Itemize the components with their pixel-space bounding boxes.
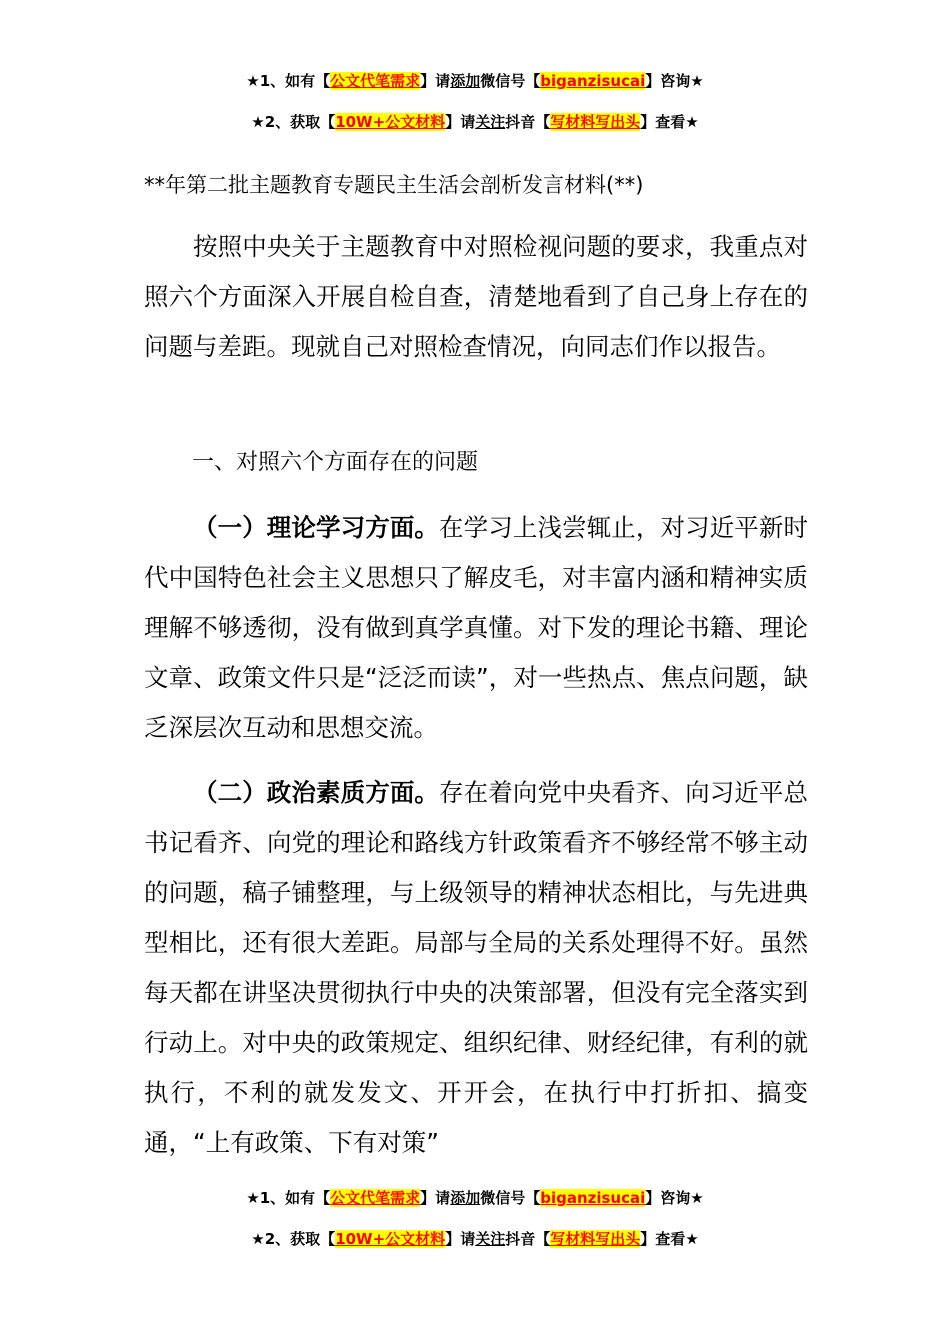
banner-text: 】查看★ xyxy=(640,113,699,131)
item-lead: （一）理论学习方面。 xyxy=(193,513,440,542)
banner-text: 微信号【 xyxy=(480,1189,541,1207)
banner-text: 微信号【 xyxy=(480,72,541,90)
bottom-banner-line-2 xyxy=(0,1228,950,1250)
banner-highlight: biganzisucai xyxy=(540,72,646,90)
banner-highlight: biganzisucai xyxy=(540,1189,646,1207)
banner-text: ★1、如有【 xyxy=(246,72,331,90)
banner-text: ★1、如有【 xyxy=(246,1189,331,1207)
top-banner-line-1 xyxy=(0,70,950,92)
banner-highlight: 10W+公文材料 xyxy=(335,1230,446,1248)
banner-text: 】请 xyxy=(420,72,451,90)
document-title: **年第二批主题教育专题民主生活会剖析发言材料(**) xyxy=(144,173,644,197)
banner-text: 】查看★ xyxy=(640,1230,699,1248)
banner-text: ★2、获取【 xyxy=(251,1230,336,1248)
banner-text: 】咨询★ xyxy=(645,72,704,90)
item-paragraph-2 xyxy=(144,768,808,1168)
banner-text: ★2、获取【 xyxy=(251,113,336,131)
banner-highlight: 公文代笔需求 xyxy=(330,72,421,90)
banner-text: 】请 xyxy=(445,113,476,131)
banner-underline: 添加 xyxy=(450,72,481,90)
intro-paragraph: 按照中央关于主题教育中对照检视问题的要求，我重点对照六个方面深入开展自检自查，清楚地看到了自己身上存在的问题与差距。现就自己对照检查情况，向同志们作以报告。 xyxy=(144,232,808,361)
item-body: 存在着向党中央看齐、向习近平总书记看齐、向党的理论和路线方针政策看齐不够经常不够主动的问题，稿子铺整理，与上级领导的精神状态相比，与先进典型相比，还有很大差距。局部与全局的关系处理得不好。虽然每天都在讲坚决贯彻执行中央的决策部署，但没有完全落实到行动上。对中央的政策规定、组织纪律、财经纪律，有利的就执行，不利的就发发文、开开会，在执行中打折扣、搞变通，“上有政策、下有对策” xyxy=(144,778,809,1157)
top-banner-line-2 xyxy=(0,111,950,133)
section-heading: 一、对照六个方面存在的问题 xyxy=(192,450,479,475)
banner-highlight: 公文代笔需求 xyxy=(330,1189,421,1207)
banner-highlight: 10W+公文材料 xyxy=(335,113,446,131)
banner-underline: 添加 xyxy=(450,1189,481,1207)
banner-text: 抖音【 xyxy=(505,113,551,131)
banner-underline: 关注 xyxy=(475,1230,506,1248)
banner-text: 】请 xyxy=(420,1189,451,1207)
bottom-banner-line-1 xyxy=(0,1187,950,1209)
item-lead: （二）政治素质方面。 xyxy=(193,778,440,807)
banner-text: 抖音【 xyxy=(505,1230,551,1248)
item-body: 在学习上浅尝辄止，对习近平新时代中国特色社会主义思想只了解皮毛，对丰富内涵和精神实质理解不够透彻，没有做到真学真懂。对下发的理论书籍、理论文章、政策文件只是“泛泛而读”，对一些热点、焦点问题，缺乏深层次互动和思想交流。 xyxy=(144,513,809,742)
banner-highlight: 写材料写出头 xyxy=(550,1230,641,1248)
banner-underline: 关注 xyxy=(475,113,506,131)
banner-highlight: 写材料写出头 xyxy=(550,113,641,131)
item-paragraph-1 xyxy=(144,503,808,753)
banner-text: 】咨询★ xyxy=(645,1189,704,1207)
banner-text: 】请 xyxy=(445,1230,476,1248)
